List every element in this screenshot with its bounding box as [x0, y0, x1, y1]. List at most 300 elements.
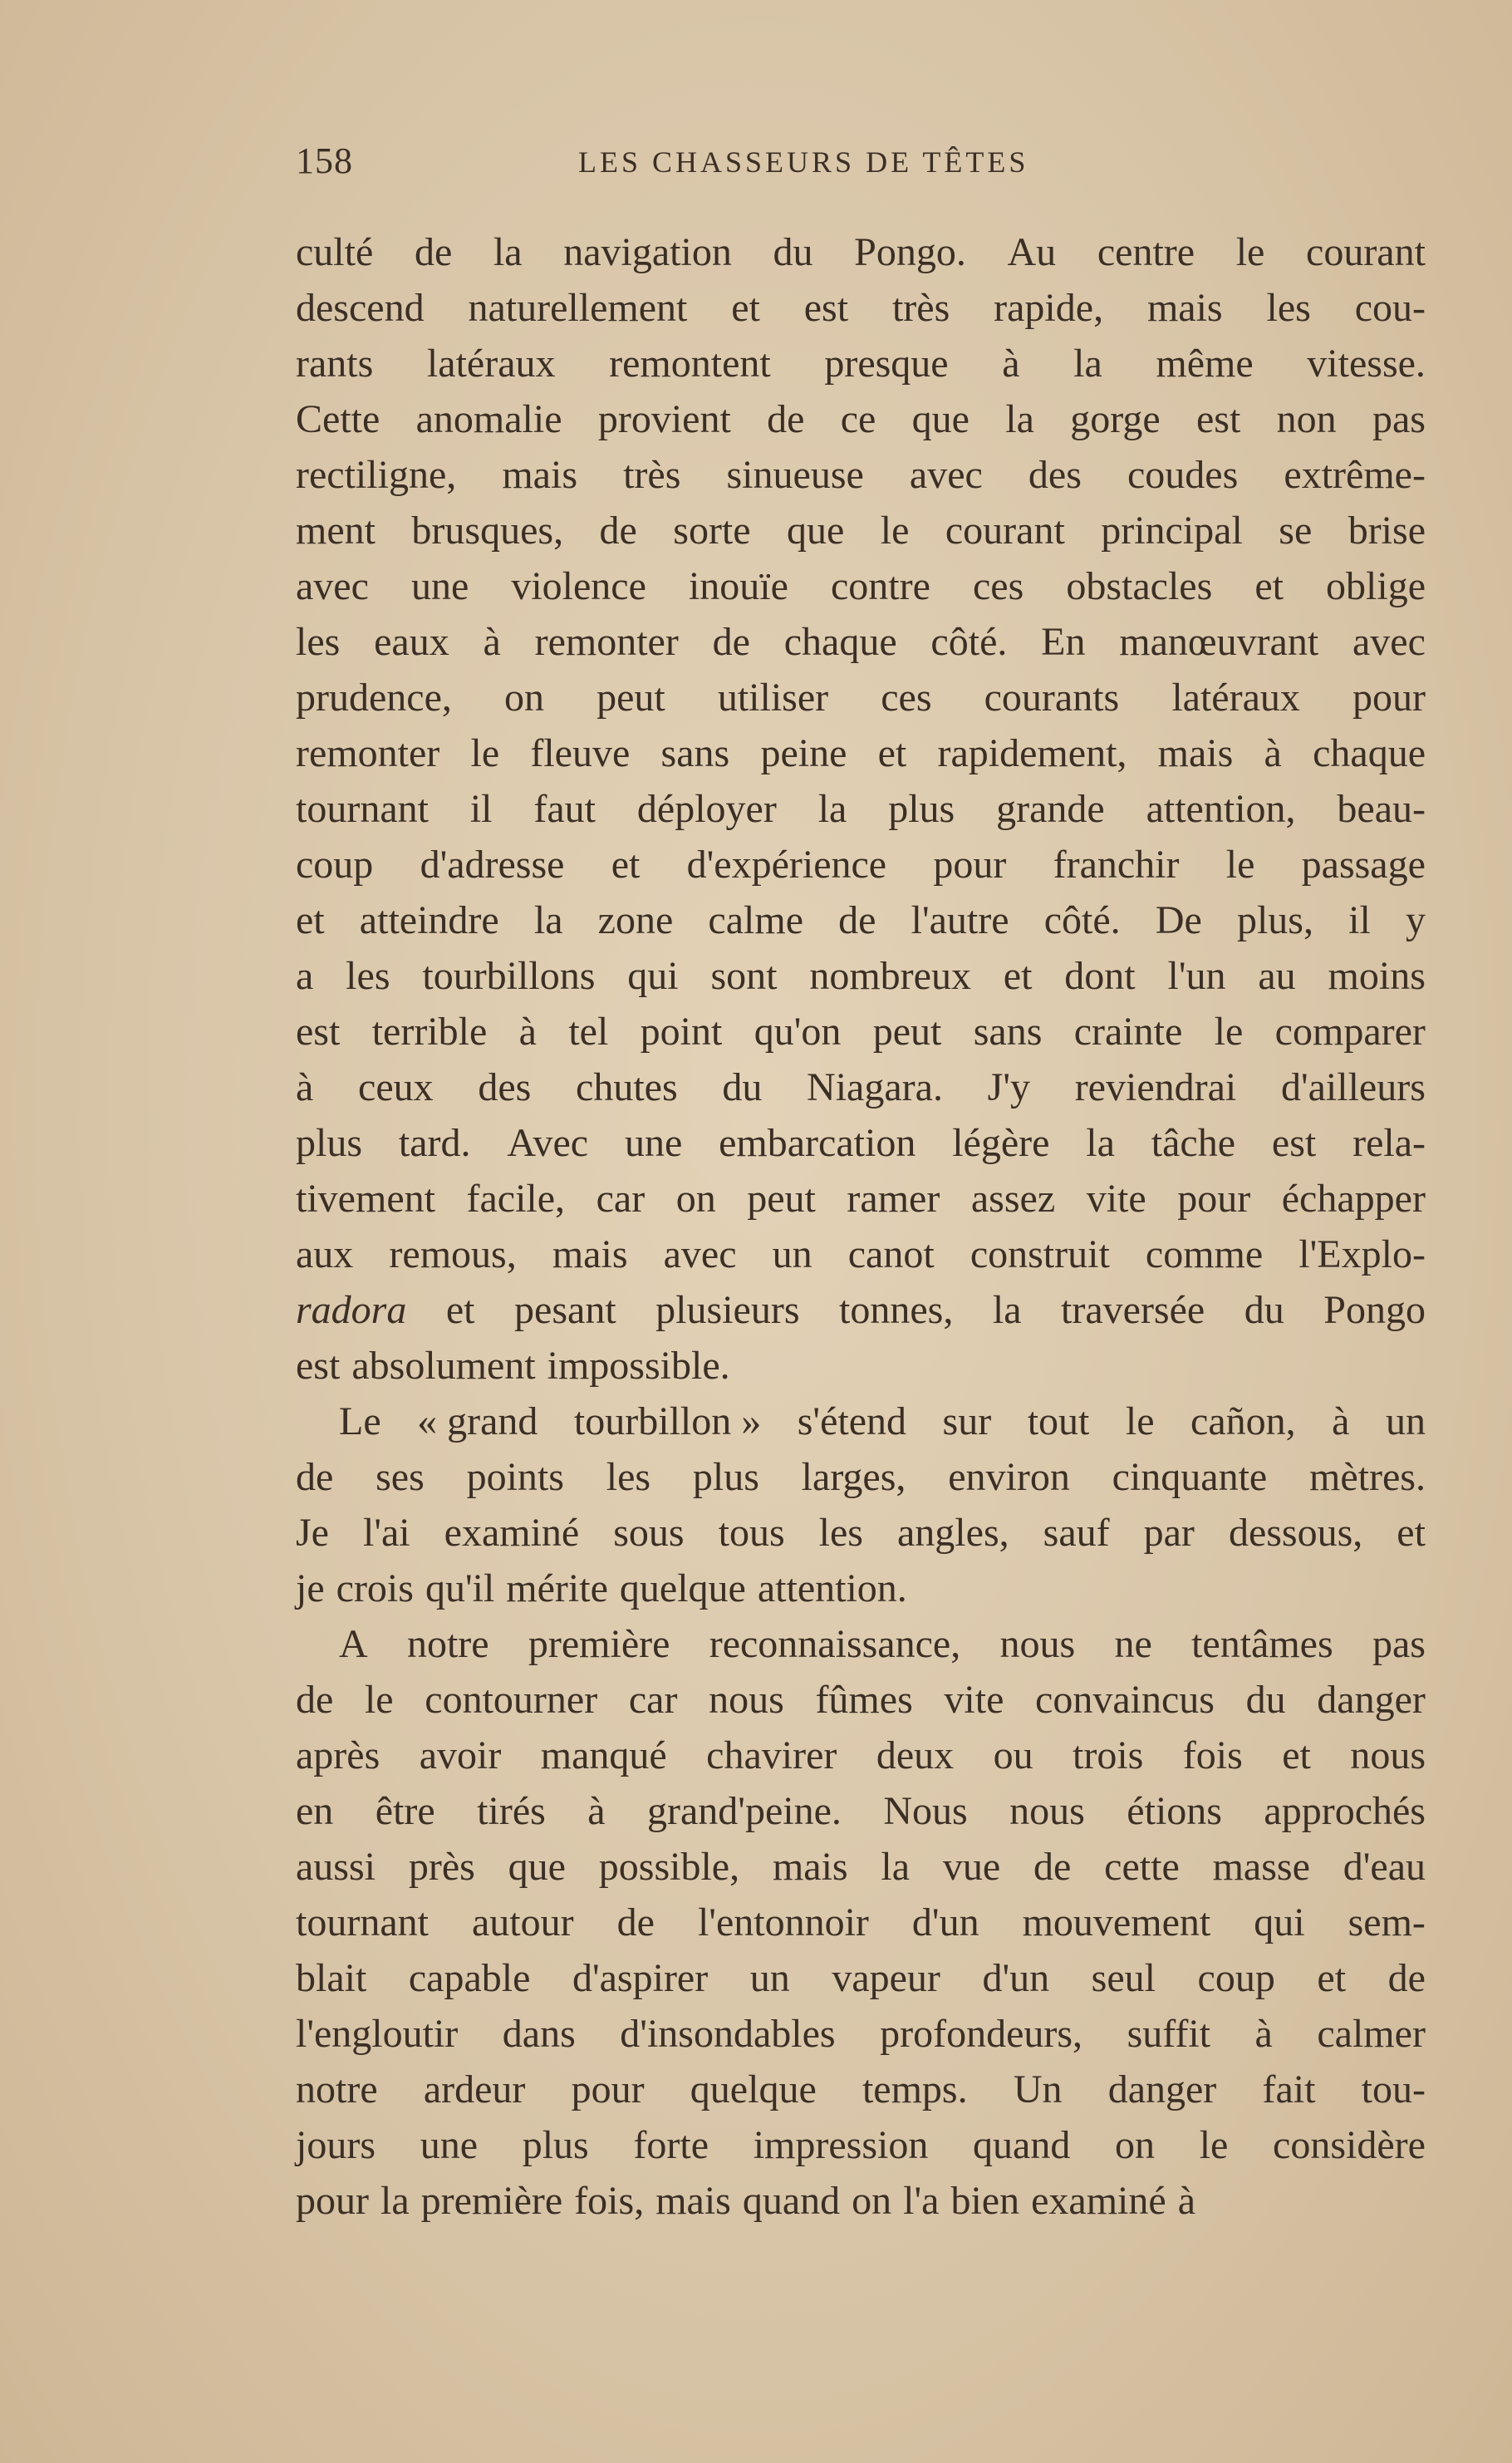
word: la [992, 1288, 1022, 1332]
word: construit [970, 1232, 1110, 1276]
text-line [296, 725, 1426, 781]
word: que [911, 397, 970, 441]
word: de [1033, 1845, 1072, 1889]
word: tonnes, [839, 1288, 954, 1332]
word: larges, [801, 1455, 906, 1499]
word: tirés [477, 1789, 546, 1833]
word: cette [1104, 1845, 1180, 1889]
word: notre [296, 2067, 378, 2111]
word: A [339, 1622, 368, 1666]
word: Je [296, 1511, 329, 1555]
word: à [1264, 731, 1282, 775]
word: un [749, 1956, 790, 2000]
word: ses [376, 1455, 425, 1499]
word: beau- [1337, 787, 1426, 831]
word: et [611, 843, 641, 887]
word: peine [760, 731, 847, 775]
word: on [504, 676, 544, 720]
word: peut [596, 676, 665, 720]
word: assez [970, 1177, 1056, 1221]
word: forte [633, 2123, 709, 2167]
word: il [469, 787, 493, 831]
word: descend [296, 286, 425, 330]
word: et [1397, 1511, 1426, 1555]
word: et [1254, 564, 1284, 608]
word: inouïe [688, 564, 788, 608]
word: pour [1352, 676, 1426, 720]
word: crois [336, 1566, 414, 1610]
word: du [773, 230, 813, 274]
word: blait [296, 1956, 367, 2000]
word: seul [1091, 1956, 1156, 2000]
word: tournant [296, 787, 429, 831]
word: danger [1107, 2067, 1217, 2111]
text-line [296, 1171, 1426, 1227]
word: étions [1127, 1789, 1222, 1833]
word: pas [1372, 1622, 1426, 1666]
word: tous [718, 1511, 785, 1555]
word: rela- [1352, 1121, 1426, 1165]
word: sauf [1043, 1511, 1110, 1555]
word: rapidement, [937, 731, 1127, 775]
word: un [1385, 1399, 1426, 1443]
word: la [493, 230, 523, 274]
word: sans [973, 1010, 1043, 1054]
text-line [296, 1783, 1426, 1839]
word: tout [1027, 1399, 1090, 1443]
word: presque [824, 342, 949, 386]
word: y [1405, 898, 1426, 942]
text-line [296, 391, 1426, 447]
word: et [731, 286, 760, 330]
word: les [296, 620, 341, 664]
word: possible, [598, 1845, 740, 1889]
word: moins [1328, 954, 1426, 998]
word: même [1156, 342, 1254, 386]
word: Le [339, 1399, 381, 1443]
word: provient [597, 397, 731, 441]
word: du [722, 1065, 763, 1109]
word: avoir [419, 1733, 502, 1777]
word: masse [1212, 1845, 1310, 1889]
word: mouvement [1022, 1900, 1211, 1944]
word: qu'il [425, 1566, 495, 1610]
word: et [1003, 954, 1033, 998]
word: dont [1064, 954, 1136, 998]
text-line [296, 1505, 1426, 1561]
word: les [606, 1455, 651, 1499]
word: des [478, 1065, 532, 1109]
word: gorge [1070, 397, 1161, 441]
word: radora [296, 1288, 407, 1332]
word: chaque [1313, 731, 1426, 775]
word: mètres. [1309, 1455, 1426, 1499]
word: tou- [1361, 2067, 1426, 2111]
word: chaque [783, 620, 897, 664]
text-line [296, 1672, 1426, 1728]
word: on [675, 1177, 716, 1221]
word: à [296, 1065, 314, 1109]
word: par [1143, 1511, 1195, 1555]
word: sans [660, 731, 730, 775]
word: de [712, 620, 750, 664]
word: ramer [847, 1177, 940, 1221]
word: traversée [1061, 1288, 1205, 1332]
word: côté. [1043, 898, 1121, 942]
word: reviendrai [1074, 1065, 1237, 1109]
word: prudence, [296, 676, 452, 720]
word: avec [296, 564, 369, 608]
word: tournant [296, 1900, 429, 1944]
word: tourbillon » [573, 1399, 762, 1443]
word: contre [831, 564, 930, 608]
word: avec [663, 1232, 737, 1276]
word: mais [502, 453, 577, 497]
word: l'entonnoir [697, 1900, 869, 1944]
word: De [1155, 898, 1202, 942]
word: tourbillons [422, 954, 596, 998]
word: côté. [930, 620, 1008, 664]
word: est [296, 1344, 341, 1388]
word: ce [840, 397, 876, 441]
word: quelque [619, 1566, 746, 1610]
word: à [1332, 1399, 1350, 1443]
word: en [296, 1789, 334, 1833]
word: avec [909, 453, 983, 497]
paragraph [296, 224, 1426, 1394]
word: la [817, 787, 847, 831]
word: Avec [507, 1121, 589, 1165]
word: comparer [1274, 1010, 1426, 1054]
word: cou- [1354, 286, 1426, 330]
word: le [470, 731, 500, 775]
word: autour [471, 1900, 574, 1944]
word: première [420, 2179, 563, 2223]
word: grand'peine. [647, 1789, 842, 1833]
word: la [1086, 1121, 1115, 1165]
word: chavirer [706, 1733, 837, 1777]
word: je [296, 1566, 325, 1610]
word: attention, [1146, 787, 1296, 831]
word: plusieurs [655, 1288, 800, 1332]
word: l'engloutir [296, 2012, 459, 2056]
word: tel [568, 1010, 609, 1054]
word: se [1279, 509, 1313, 553]
word: le [880, 509, 910, 553]
word: vitesse. [1307, 342, 1426, 386]
word: terrible [371, 1010, 488, 1054]
word: jours [296, 2123, 376, 2167]
word: le [1125, 1399, 1155, 1443]
word: nous [1009, 1789, 1085, 1833]
text-line [296, 892, 1426, 948]
word: l'autre [911, 898, 1009, 942]
word: d'un [982, 1956, 1050, 2000]
word: « grand [417, 1399, 538, 1443]
text-line [296, 224, 1426, 280]
word: est [1271, 1121, 1317, 1165]
word: convaincus [1035, 1678, 1215, 1722]
word: profondeurs, [880, 2012, 1083, 2056]
word: notre [406, 1622, 489, 1666]
text-line [296, 1059, 1426, 1115]
word: comme [1145, 1232, 1264, 1276]
word: l'un [1167, 954, 1226, 998]
word: quelque [690, 2067, 817, 2111]
word: le [1235, 230, 1265, 274]
word: il [1348, 898, 1371, 942]
text-line [296, 2006, 1426, 2062]
page-number: 158 [296, 140, 353, 181]
word: crainte [1073, 1010, 1183, 1054]
word: sorte [673, 509, 751, 553]
word: qu'on [754, 1010, 842, 1054]
word: a [296, 954, 314, 998]
word: rants [296, 342, 374, 386]
word: de [296, 1455, 334, 1499]
word: rectiligne, [296, 453, 457, 497]
text-line [296, 1950, 1426, 2006]
word: aussi [296, 1845, 376, 1889]
word: la [1005, 397, 1034, 441]
word: qui [627, 954, 679, 998]
word: la [380, 2179, 410, 2223]
word: plus [888, 787, 955, 831]
word: courant [1306, 230, 1426, 274]
word: coup [296, 843, 374, 887]
word: on [852, 2179, 892, 2223]
word: pour [296, 2179, 369, 2223]
word: plus [522, 2123, 589, 2167]
word: ceux [358, 1065, 434, 1109]
text-line [296, 670, 1426, 725]
text-line [296, 1282, 1426, 1338]
word: tard. [398, 1121, 471, 1165]
word: de [838, 898, 876, 942]
word: l'a [903, 2179, 940, 2223]
word: la [881, 1845, 911, 1889]
word: grande [996, 787, 1105, 831]
word: tâche [1151, 1121, 1236, 1165]
word: atteindre [359, 898, 499, 942]
word: le [1199, 2123, 1229, 2167]
word: est [1195, 397, 1241, 441]
word: sous [613, 1511, 685, 1555]
word: eaux [374, 620, 449, 664]
word: d'insondables [620, 2012, 836, 2056]
word: vite [1086, 1177, 1146, 1221]
word: une [420, 2123, 478, 2167]
word: cinquante [1112, 1455, 1268, 1499]
word: le [364, 1678, 394, 1722]
word: car [596, 1177, 646, 1221]
word: Nous [883, 1789, 968, 1833]
text-line [296, 1728, 1426, 1783]
word: ou [993, 1733, 1033, 1777]
word: mais [1146, 286, 1223, 330]
word: et [1282, 1733, 1311, 1777]
paragraph [296, 1394, 1426, 1616]
word: utiliser [717, 676, 829, 720]
word: première [528, 1622, 670, 1666]
text-line [296, 781, 1426, 837]
word: temps. [862, 2067, 968, 2111]
word: extrême- [1284, 453, 1426, 497]
word: nombreux [809, 954, 971, 998]
word: attention. [757, 1566, 907, 1610]
word: calmer [1317, 2012, 1426, 2056]
word: nous [1350, 1733, 1426, 1777]
paragraph [296, 1616, 1426, 2229]
word: nous [709, 1678, 784, 1722]
word: courants [984, 676, 1120, 720]
word: bien [950, 2179, 1020, 2223]
word: considère [1273, 2123, 1426, 2167]
word: examiné [444, 1511, 580, 1555]
word: brusques, [411, 509, 564, 553]
word: de [296, 1678, 334, 1722]
word: ces [972, 564, 1024, 608]
word: brise [1348, 509, 1426, 553]
word: au [1258, 954, 1296, 998]
text-line [296, 1338, 1426, 1394]
word: des [1028, 453, 1082, 497]
word: latéraux [1171, 676, 1300, 720]
word: d'eau [1343, 1845, 1426, 1889]
text-line [296, 503, 1426, 558]
running-title: LES CHASSEURS DE TÊTES [578, 145, 1029, 179]
word: Cette [296, 397, 380, 441]
word: navigation [563, 230, 732, 274]
word: remonter [534, 620, 679, 664]
word: zone [597, 898, 674, 942]
text-line [296, 1227, 1426, 1282]
word: l'ai [363, 1511, 410, 1555]
word: une [410, 564, 469, 608]
word: mais [772, 1845, 848, 1889]
word: calme [708, 898, 804, 942]
word: avec [1352, 620, 1426, 664]
word: légère [952, 1121, 1050, 1165]
text-line [296, 1839, 1426, 1895]
word: déployer [636, 787, 777, 831]
word: quand [742, 2179, 841, 2223]
word: quand [973, 2123, 1071, 2167]
word: les [818, 1511, 863, 1555]
word: la [1073, 342, 1102, 386]
text-line [296, 280, 1426, 336]
word: et [296, 898, 325, 942]
word: culté [296, 230, 374, 274]
text-line [296, 1115, 1426, 1171]
word: pas [1372, 397, 1426, 441]
word: contourner [425, 1678, 598, 1722]
word: vite [944, 1678, 1004, 1722]
word: point [640, 1010, 723, 1054]
word: sinueuse [726, 453, 864, 497]
word: Au [1007, 230, 1057, 274]
word: de [414, 230, 453, 274]
word: est [296, 1010, 341, 1054]
word: l'Explo- [1298, 1232, 1426, 1276]
word: Pongo [1323, 1288, 1426, 1332]
page-header [296, 140, 1426, 189]
word: le [1214, 1010, 1244, 1054]
word: En [1041, 620, 1086, 664]
word: une [624, 1121, 683, 1165]
word: vue [942, 1845, 1001, 1889]
text-line [296, 2173, 1426, 2229]
word: un [772, 1232, 812, 1276]
word: mais [552, 1232, 628, 1276]
word: latéraux [426, 342, 556, 386]
word: cañon, [1190, 1399, 1296, 1443]
word: de [599, 509, 637, 553]
text-line [296, 1561, 1426, 1616]
word: facile, [466, 1177, 566, 1221]
word: et [877, 731, 907, 775]
word: examiné [1031, 2179, 1166, 2223]
body-text [296, 224, 1426, 2229]
word: fait [1262, 2067, 1316, 2111]
word: plus [296, 1121, 363, 1165]
word: que [508, 1845, 566, 1889]
word: dans [502, 2012, 576, 2056]
word: tentâmes [1191, 1622, 1333, 1666]
word: très [623, 453, 681, 497]
word: Un [1013, 2067, 1063, 2111]
word: est [803, 286, 849, 330]
word: à [483, 620, 501, 664]
word: J'y [987, 1065, 1030, 1109]
text-line [296, 336, 1426, 391]
word: oblige [1326, 564, 1426, 608]
word: qui [1254, 1900, 1305, 1944]
word: mérite [506, 1566, 608, 1610]
word: le [1225, 843, 1255, 887]
word: fois [1182, 1733, 1243, 1777]
word: les [346, 954, 390, 998]
word: d'expérience [686, 843, 887, 887]
word: de [616, 1900, 655, 1944]
word: fleuve [530, 731, 631, 775]
word: Pongo. [854, 230, 966, 274]
text-line [296, 1895, 1426, 1950]
word: impossible. [547, 1344, 730, 1388]
word: plus [692, 1455, 759, 1499]
word: coudes [1127, 453, 1239, 497]
word: à [587, 1789, 606, 1833]
word: Niagara. [807, 1065, 943, 1109]
word: chutes [576, 1065, 678, 1109]
text-line [296, 447, 1426, 503]
word: et [1317, 1956, 1347, 2000]
word: violence [511, 564, 646, 608]
text-line [296, 1004, 1426, 1059]
word: être [375, 1789, 435, 1833]
word: anomalie [415, 397, 562, 441]
word: angles, [897, 1511, 1009, 1555]
word: peut [747, 1177, 816, 1221]
text-line [296, 1449, 1426, 1505]
word: près [408, 1845, 475, 1889]
word: que [787, 509, 845, 553]
text-line [296, 2117, 1426, 2173]
word: à [1254, 2012, 1273, 2056]
word: coup [1197, 1956, 1275, 2000]
word: ces [881, 676, 932, 720]
word: trois [1073, 1733, 1144, 1777]
